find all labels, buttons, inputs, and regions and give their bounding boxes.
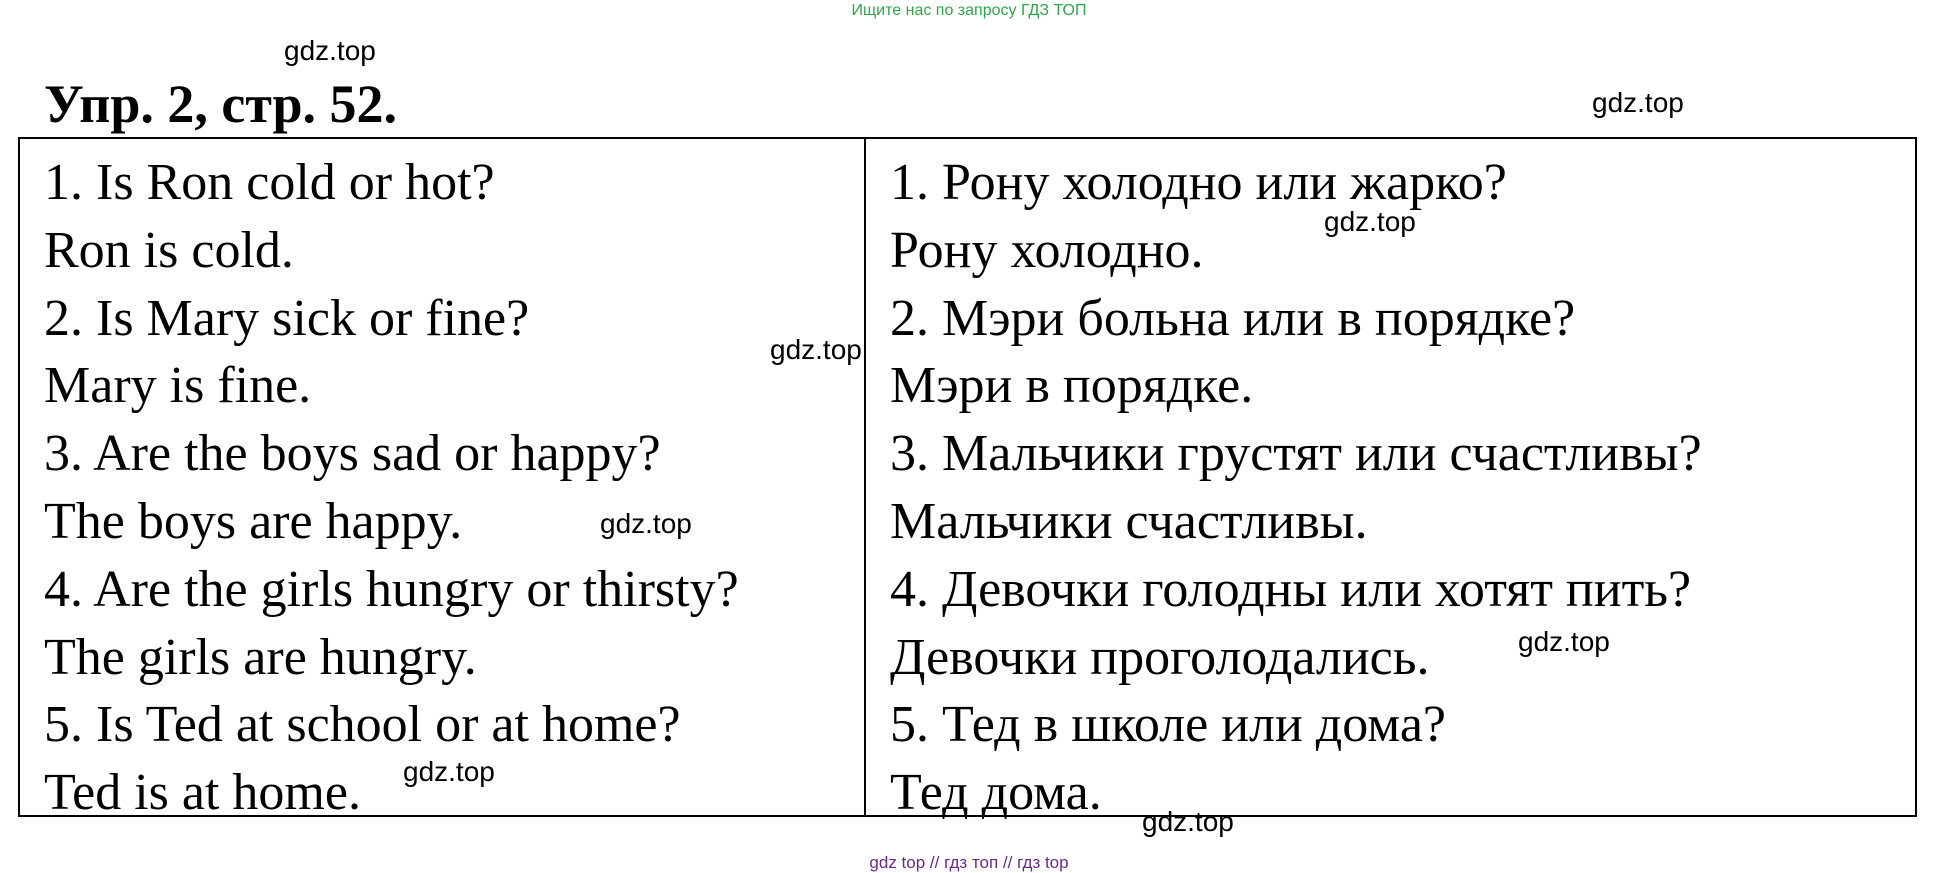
english-line: 5. Is Ted at school or at home? [44, 696, 681, 754]
footer-links: gdz top // гдз топ // гдз top [869, 853, 1069, 872]
english-line: Ted is at home. [44, 764, 361, 822]
russian-line: Мэри в порядке. [890, 357, 1254, 415]
russian-line: Девочки проголодались. [890, 628, 1430, 686]
english-line: 4. Are the girls hungry or thirsty? [44, 560, 739, 618]
watermark: gdz.top [1592, 87, 1684, 118]
russian-line: 3. Мальчики грустят или счастливы? [890, 425, 1702, 483]
english-line: Mary is fine. [44, 357, 312, 415]
russian-line: 4. Девочки голодны или хотят пить? [890, 560, 1692, 618]
russian-line: 1. Рону холодно или жарко? [890, 154, 1507, 211]
watermark: gdz.top [770, 334, 862, 365]
top-banner: Ищите нас по запросу ГДЗ ТОП [851, 2, 1087, 19]
watermark: gdz.top [1142, 806, 1234, 837]
watermark: gdz.top [600, 508, 692, 539]
english-line: The girls are hungry. [44, 628, 477, 686]
english-column [20, 139, 866, 822]
english-line: 3. Are the boys sad or happy? [44, 425, 661, 483]
page-title: Упр. 2, стр. 52. [44, 74, 398, 134]
russian-line: Мальчики счастливы. [890, 492, 1368, 550]
russian-line: 5. Тед в школе или дома? [890, 696, 1446, 754]
watermark: gdz.top [1518, 626, 1610, 657]
english-line: 2. Is Mary sick or fine? [44, 289, 530, 347]
watermark: gdz.top [403, 756, 495, 787]
watermark: gdz.top [1324, 206, 1416, 237]
russian-line: Рону холодно. [890, 221, 1204, 279]
english-line: 1. Is Ron cold or hot? [44, 154, 495, 211]
russian-line: 2. Мэри больна или в порядке? [890, 289, 1576, 347]
russian-line: Тед дома. [890, 764, 1102, 822]
english-line: Ron is cold. [44, 221, 294, 279]
english-line: The boys are happy. [44, 492, 463, 550]
watermark: gdz.top [284, 35, 376, 66]
